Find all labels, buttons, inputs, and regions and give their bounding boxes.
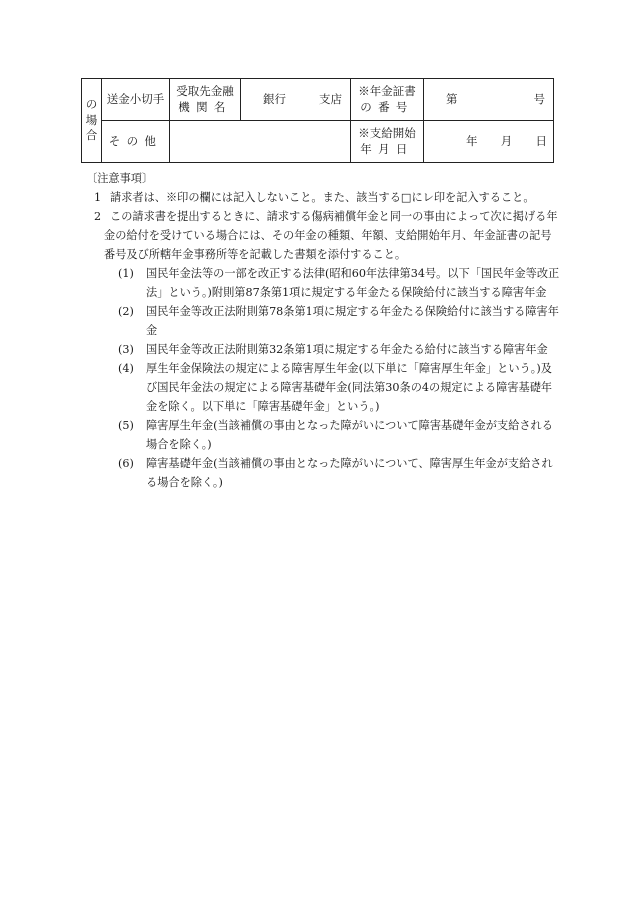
gou-label: 号 — [533, 91, 545, 106]
remittance-table — [81, 78, 554, 163]
note-item-1: 1 請求者は、※印の欄には記入しないこと。また、該当する□にレ印を記入すること。 — [94, 191, 535, 204]
pension-cert-number-label: ※年金証書 の番号 — [351, 79, 424, 121]
receiving-institution-label: 受取先金融 機関名 — [170, 79, 241, 121]
notes-section — [82, 169, 560, 492]
pension-cert-number-field[interactable] — [424, 79, 554, 121]
day-label: 日 — [535, 133, 547, 148]
note-subitem: (5) 障害厚生年金(当該補償の事由となった障がいについて障害基礎年金が支給される場合を除く。) — [118, 419, 553, 451]
payment-start-date-label: ※支給開始 年月日 — [351, 121, 424, 163]
bank-branch-field[interactable] — [241, 79, 351, 121]
month-label: 月 — [500, 133, 513, 148]
remittance-check-label: 送金小切手 — [102, 79, 170, 121]
bank-suffix: 銀行 — [263, 91, 286, 106]
note-subitem: (4) 厚生年金保険法の規定による障害厚生年金(以下単に「障害厚生年金」という。)及び国民年金法の規定による障害基礎年金(同法第30条の4の規定による障害基礎年金を除く。以下単に「障害基礎年金」という。) — [118, 362, 553, 413]
dai-label: 第 — [446, 91, 458, 106]
notes-title: 〔注意事項〕 — [86, 172, 154, 185]
side-label: の場合 — [85, 97, 98, 143]
branch-suffix: 支店 — [319, 91, 342, 106]
year-label: 年 — [466, 133, 478, 148]
side-label-cell — [82, 79, 102, 163]
note-item-2: 2 この請求書を提出するときに、請求する傷病補償年金と同一の事由によって次に掲げる年金の給付を受けている場合には、その年金の種類、年額、支給開始年月、年金証書の記号番号及び所轄年金事務所等を記載した書類を添付すること。 — [94, 210, 558, 261]
payment-start-date-field[interactable] — [424, 121, 554, 163]
other-label: その他 — [102, 121, 170, 163]
note-subitem: (2) 国民年金等改正法附則第78条第1項に規定する年金たる保険給付に該当する障害年金 — [118, 305, 559, 337]
note-subitem: (3) 国民年金等改正法附則第32条第1項に規定する年金たる給付に該当する障害年金 — [118, 343, 548, 356]
note-subitem: (6) 障害基礎年金(当該補償の事由となった障がいについて、障害厚生年金が支給される場合を除く。) — [118, 457, 553, 489]
note-subitem: (1) 国民年金法等の一部を改正する法律(昭和60年法律第34号。以下「国民年金等改正法」という。)附則第87条第1項に規定する年金たる保険給付に該当する障害年金 — [118, 267, 560, 299]
other-field[interactable] — [170, 121, 351, 163]
